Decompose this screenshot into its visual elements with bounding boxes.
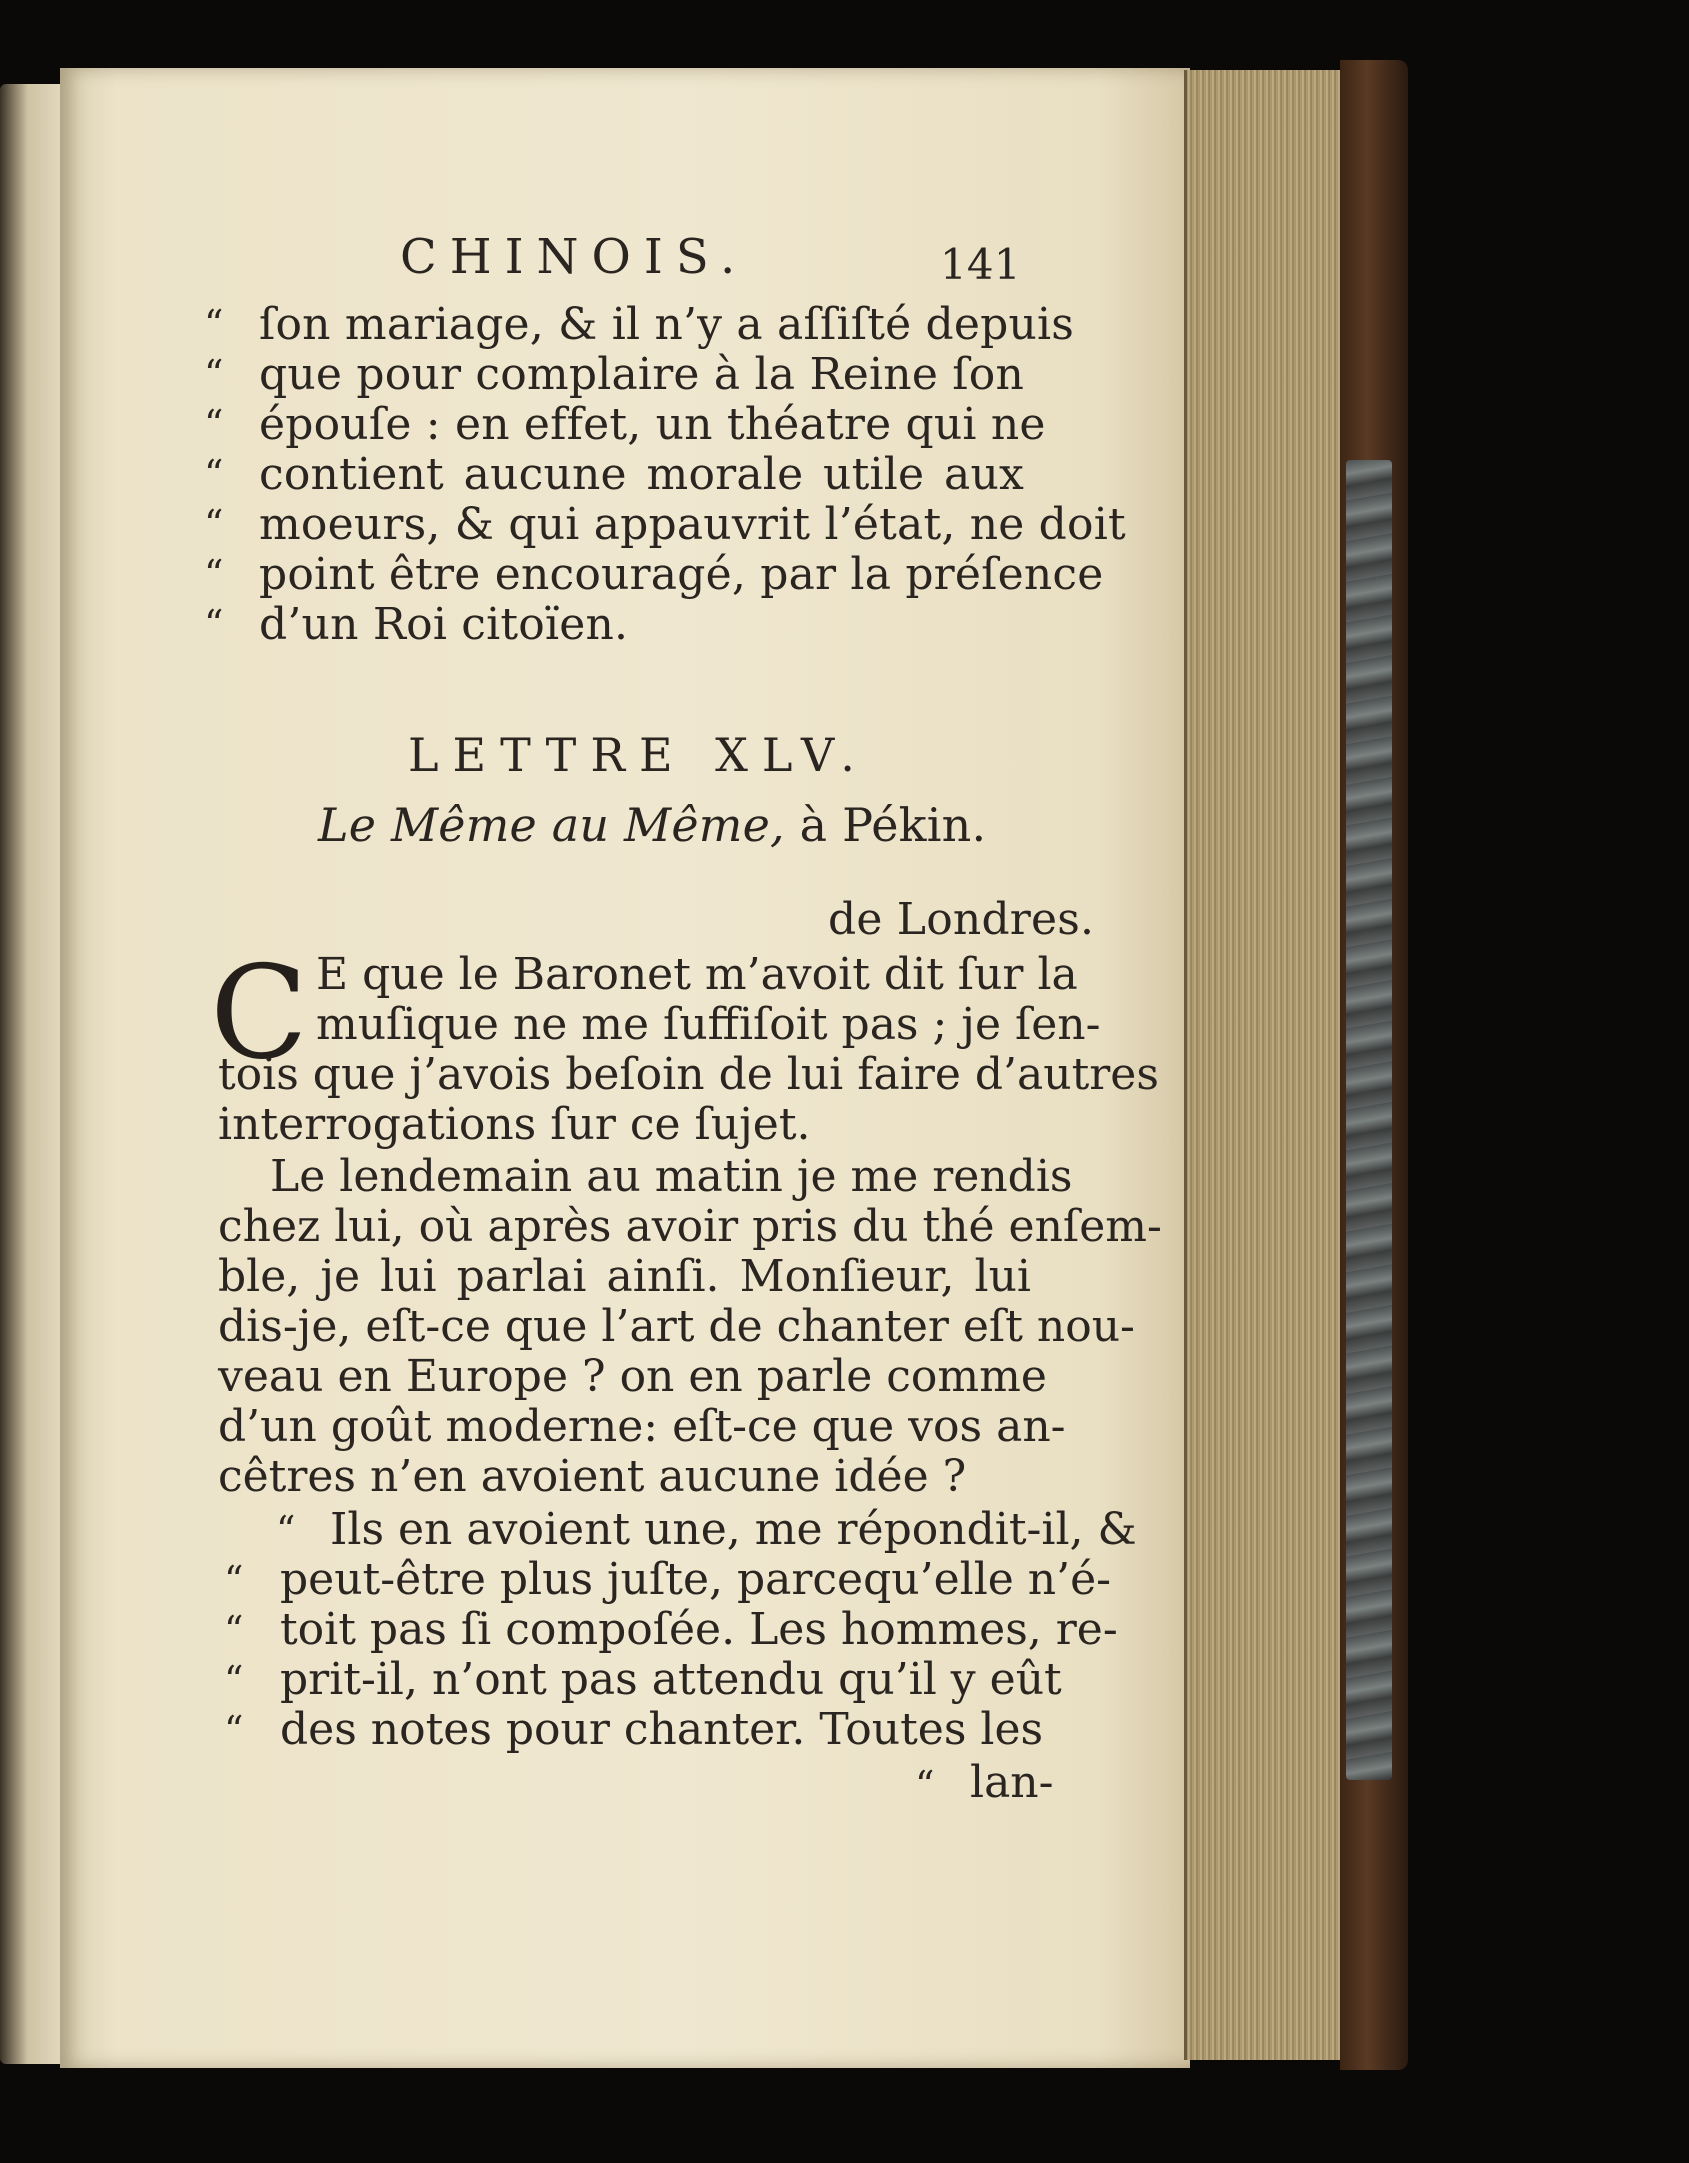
quote-mark: “ bbox=[224, 1558, 244, 1602]
text-line: muſique ne me ſuffiſoit pas ; je ſen- bbox=[316, 999, 1101, 1050]
text-line bbox=[204, 499, 1126, 550]
address-rest: à Pékin. bbox=[799, 798, 987, 852]
running-title: CHINOIS. bbox=[400, 229, 749, 285]
text-line: ble, je lui parlai ainſi. Monſieur, lui bbox=[218, 1251, 1031, 1302]
text-line: interrogations ſur ce ſujet. bbox=[218, 1099, 811, 1150]
facing-page-edge bbox=[0, 84, 62, 2064]
text-line: veau en Europe ? on en parle comme bbox=[218, 1351, 1047, 1402]
text-line: des notes pour chanter. Toutes les bbox=[280, 1704, 1044, 1755]
line-text: que pour complaire à la Reine ſon bbox=[259, 349, 1024, 400]
page-block-edges bbox=[1184, 70, 1347, 2060]
catchword: lan- bbox=[970, 1757, 1054, 1808]
quote-mark: “ bbox=[204, 602, 224, 646]
text-line: dis-je, eſt-ce que l’art de chanter eſt nou- bbox=[218, 1301, 1135, 1352]
quote-mark: “ bbox=[204, 352, 224, 396]
text-line bbox=[204, 600, 1024, 650]
text-line: toit pas ſi compoſée. Les hommes, re- bbox=[280, 1604, 1118, 1655]
quote-mark: “ bbox=[224, 1708, 244, 1752]
quote-mark: “ bbox=[224, 1658, 244, 1702]
text-line: prit-il, n’ont pas attendu qu’il y eût bbox=[280, 1654, 1062, 1705]
quote-mark: “ bbox=[204, 502, 224, 546]
text-line bbox=[204, 549, 1104, 600]
line-text: ſon mariage, & il n’y a aſſiſté depuis bbox=[259, 299, 1075, 350]
text-line: chez lui, où après avoir pris du thé enſem- bbox=[218, 1201, 1162, 1252]
line-text: contient aucune morale utile aux bbox=[259, 449, 1024, 500]
quote-mark: “ bbox=[204, 302, 224, 346]
text-line: d’un goût moderne: eſt-ce que vos an- bbox=[218, 1401, 1066, 1452]
text-line bbox=[204, 299, 1075, 350]
letter-heading: LETTRE XLV. bbox=[408, 728, 869, 782]
text-line: peut-être plus juſte, parcequ’elle n’é- bbox=[280, 1554, 1112, 1605]
line-text: moeurs, & qui appauvrit l’état, ne doit bbox=[259, 499, 1126, 550]
text-line: Le lendemain au matin je me rendis bbox=[270, 1151, 1073, 1202]
quote-mark: “ bbox=[224, 1608, 244, 1652]
page-number: 141 bbox=[940, 240, 1021, 289]
drop-cap: C bbox=[210, 939, 308, 1088]
line-text: d’un Roi citoïen. bbox=[259, 599, 629, 650]
address-italic: Le Même au Même, bbox=[318, 798, 785, 852]
marbled-cover bbox=[1346, 460, 1392, 1780]
text-line bbox=[204, 399, 1046, 450]
line-text: épouſe : en effet, un théatre qui ne bbox=[259, 399, 1046, 450]
quote-mark: “ bbox=[204, 452, 224, 496]
text-line: E que le Baronet m’avoit dit ſur la bbox=[316, 949, 1078, 1000]
text-line bbox=[204, 350, 1024, 400]
quote-mark: “ bbox=[204, 552, 224, 596]
letter-address bbox=[318, 800, 986, 850]
letter-place: de Londres. bbox=[828, 894, 1095, 945]
text-line: tois que j’avois beſoin de lui faire d’autres bbox=[218, 1049, 1159, 1100]
text-line: Ils en avoient une, me répondit-il, & bbox=[330, 1504, 1137, 1555]
text-line bbox=[204, 450, 1024, 500]
quote-mark: “ bbox=[276, 1508, 296, 1552]
line-text: point être encouragé, par la préſence bbox=[259, 549, 1104, 600]
quote-mark: “ bbox=[204, 402, 224, 446]
text-line: cêtres n’en avoient aucune idée ? bbox=[218, 1451, 967, 1502]
quote-mark: “ bbox=[915, 1763, 935, 1807]
